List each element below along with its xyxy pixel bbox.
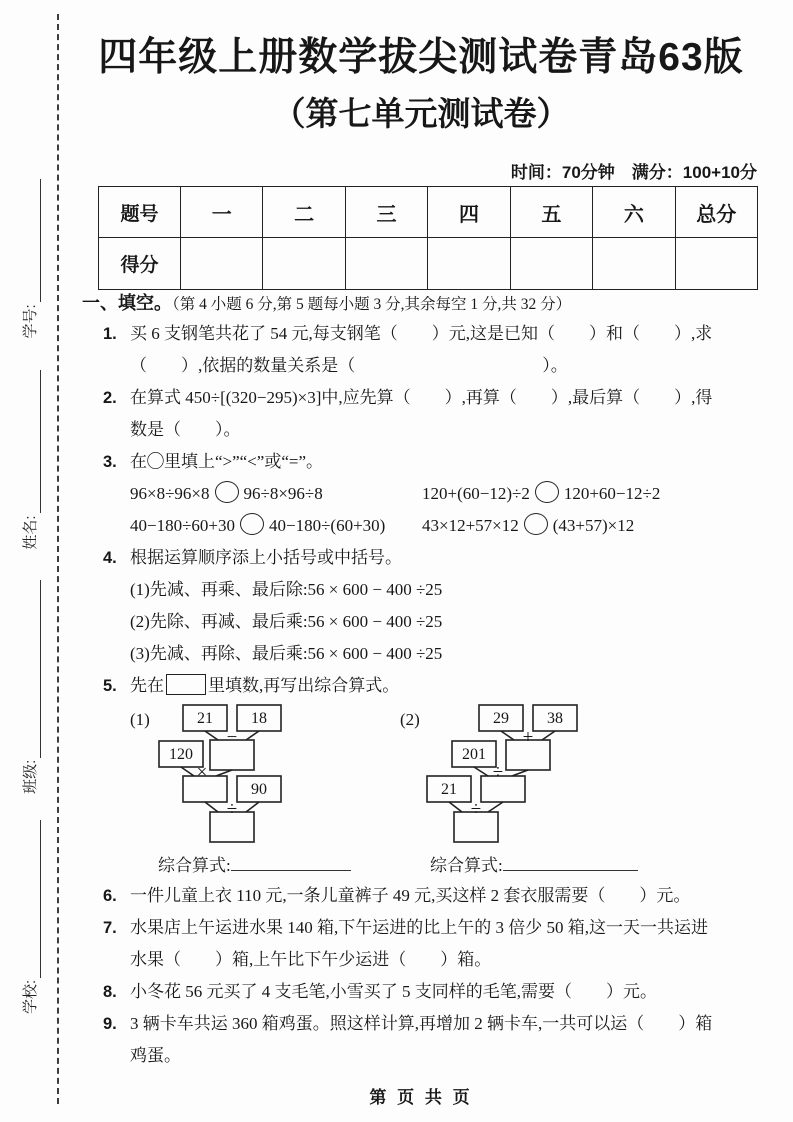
connector-line [246, 802, 259, 812]
expression-write-line[interactable] [503, 853, 638, 871]
connector-line [216, 770, 232, 776]
question-8 [82, 976, 762, 1008]
class-field [17, 580, 41, 794]
number-tree-diagrams [130, 702, 762, 850]
name-label: 姓名: [21, 515, 39, 550]
score-cell[interactable] [181, 238, 263, 290]
page-title: 四年级上册数学拔尖测试卷青岛63版 [98, 36, 744, 79]
expression-label: 综合算式: [158, 856, 231, 875]
score-cell[interactable] [675, 238, 757, 290]
combined-expression [430, 850, 638, 882]
number-tree-diagram-1 [156, 702, 311, 847]
score-table-score-row [99, 238, 758, 290]
question-text-line: 数是（ ）。 [130, 420, 241, 439]
page-subtitle: （第七单元测试卷） [272, 95, 570, 132]
connector-line [205, 802, 218, 812]
expression-left: 43×12+57×12 [422, 516, 519, 535]
question-5 [82, 670, 762, 878]
col-2: 二 [263, 187, 345, 238]
question-sub-item: (2)先除、再减、最后乘:56 × 600 − 400 ÷25 [130, 612, 443, 631]
diagram-label: (1) [130, 710, 150, 729]
combined-expression-row [130, 850, 762, 878]
tree-operator: ÷ [226, 799, 238, 820]
time-score-info: 时间：70分钟 满分：100+10分 [510, 163, 757, 182]
question-sub-item: (3)先减、再除、最后乘:56 × 600 − 400 ÷25 [130, 644, 443, 663]
col-1: 一 [181, 187, 263, 238]
connector-line [246, 731, 259, 740]
tree-value: 29 [493, 710, 509, 727]
name-field [17, 370, 41, 549]
question-4 [82, 542, 762, 670]
question-number: 3. [103, 453, 117, 471]
score-cell[interactable] [428, 238, 510, 290]
question-number: 7. [103, 919, 117, 937]
comparison-circle[interactable] [535, 481, 559, 503]
score-table [98, 186, 758, 290]
question-text-line: 在◯里填上“>”“<”或“=”。 [130, 452, 324, 471]
connector-line [488, 802, 503, 812]
col-4: 四 [428, 187, 510, 238]
school-write-line[interactable] [39, 820, 41, 978]
col-3: 三 [345, 187, 427, 238]
name-write-line[interactable] [39, 370, 41, 513]
question-number-label: 题号 [99, 187, 181, 238]
student-no-write-line[interactable] [39, 179, 41, 302]
connector-line [542, 731, 555, 740]
question-number: 6. [103, 887, 117, 905]
section-score-note: （第 4 小题 6 分,第 5 题每小题 3 分,其余每空 1 分,共 32 分） [172, 296, 572, 313]
tree-operator: − [226, 727, 238, 748]
question-number: 9. [103, 1015, 117, 1033]
expression-right: 96÷8×96÷8 [243, 484, 323, 503]
fill-box-glyph [166, 674, 206, 695]
school-field [17, 820, 41, 1014]
question-6 [82, 880, 762, 912]
question-text-line [130, 670, 762, 702]
student-no-field [17, 179, 41, 338]
expression-write-line[interactable] [231, 853, 351, 871]
expression-right: 40−180÷(60+30) [269, 516, 386, 535]
question-number: 8. [103, 983, 117, 1001]
question-text-line: 根据运算顺序添上小括号或中括号。 [130, 548, 402, 567]
expression-left: 96×8÷96×8 [130, 484, 210, 503]
score-cell[interactable] [345, 238, 427, 290]
binding-dashed-line [57, 14, 59, 1104]
section-title: 一、填空。 [82, 293, 172, 313]
tree-value: 21 [197, 710, 213, 727]
class-label: 班级: [21, 759, 39, 794]
question-text-line: 3 辆卡车共运 360 箱鸡蛋。照这样计算,再增加 2 辆卡车,一共可以运（ ）箱 [130, 1014, 713, 1033]
diagram-label: (2) [400, 710, 420, 729]
expression-right: (43+57)×12 [552, 516, 635, 535]
tree-value: 21 [441, 781, 457, 798]
question-number: 5. [103, 677, 117, 695]
question-sub-item: (1)先减、再乘、最后除:56 × 600 − 400 ÷25 [130, 580, 443, 599]
question-9 [82, 1008, 762, 1072]
comparison-pair [130, 478, 422, 510]
tree-value: 120 [169, 746, 193, 763]
tree-operator: ÷ [470, 799, 482, 820]
question-text-line: 水果（ ）箱,上午比下午少运进（ ）箱。 [130, 950, 492, 969]
connector-line [205, 731, 218, 740]
school-label: 学校: [21, 979, 39, 1014]
tree-value: 201 [462, 746, 486, 763]
question-2 [82, 382, 762, 446]
question-text-line: 在算式 450÷[(320−295)×3]中,应先算（ ）,再算（ ）,最后算（ ）,得 [130, 388, 713, 407]
comparison-pair [130, 510, 422, 542]
question-text-line: 鸡蛋。 [130, 1046, 181, 1065]
class-write-line[interactable] [39, 580, 41, 758]
score-cell[interactable] [510, 238, 592, 290]
comparison-circle[interactable] [240, 513, 264, 535]
question-7 [82, 912, 762, 976]
expression-left: 120+(60−12)÷2 [422, 484, 530, 503]
question-text-line: 水果店上午运进水果 140 箱,下午运进的比上午的 3 倍少 50 箱,这一天一共运进 [130, 918, 708, 937]
number-tree-diagram-2 [426, 702, 581, 847]
tree-value: 18 [251, 710, 267, 727]
col-6: 六 [593, 187, 675, 238]
score-table-header-row [99, 187, 758, 238]
tree-operator: ÷ [492, 762, 504, 783]
combined-expression [158, 850, 351, 882]
comparison-row [130, 478, 762, 510]
tree-operator: + [522, 727, 534, 748]
connector-line [501, 731, 514, 740]
connector-line [474, 767, 488, 776]
expression-right: 120+60−12÷2 [563, 484, 661, 503]
student-no-label: 学号: [21, 304, 39, 339]
connector-line [181, 767, 194, 776]
comparison-circle[interactable] [215, 481, 239, 503]
section-fill-in-blanks [82, 290, 762, 1072]
question-1 [82, 318, 762, 382]
question-3 [82, 446, 762, 542]
student-info-sidebar [8, 20, 50, 1122]
question-number: 2. [103, 389, 117, 407]
comparison-circle[interactable] [524, 513, 548, 535]
question-text: 先在 [130, 676, 164, 695]
col-5: 五 [510, 187, 592, 238]
expression-label: 综合算式: [430, 856, 503, 875]
score-cell[interactable] [593, 238, 675, 290]
tree-value: 90 [251, 781, 267, 798]
question-text-line: 小冬花 56 元买了 4 支毛笔,小雪买了 5 支同样的毛笔,需要（ ）元。 [130, 982, 657, 1001]
comparison-row [130, 510, 762, 542]
page-footer: 第 页 共 页 [369, 1088, 473, 1107]
connector-line [449, 802, 462, 812]
section-heading [82, 290, 762, 318]
question-number: 1. [103, 325, 117, 343]
comparison-pair [422, 510, 634, 542]
tree-operator: × [196, 762, 208, 783]
question-number: 4. [103, 549, 117, 567]
connector-line [512, 770, 528, 776]
question-text-line: （ ）,依据的数量关系是（ ）。 [130, 356, 568, 375]
score-label: 得分 [99, 238, 181, 290]
col-total: 总分 [675, 187, 757, 238]
tree-value: 38 [547, 710, 563, 727]
question-text: 里填数,再写出综合算式。 [208, 676, 400, 695]
expression-left: 40−180÷60+30 [130, 516, 236, 535]
question-text-line: 买 6 支钢笔共花了 54 元,每支钢笔（ ）元,这是已知（ ）和（ ）,求 [130, 324, 713, 343]
score-cell[interactable] [263, 238, 345, 290]
comparison-pair [422, 478, 660, 510]
question-text-line: 一件儿童上衣 110 元,一条儿童裤子 49 元,买这样 2 套衣服需要（ ）元。 [130, 886, 691, 905]
